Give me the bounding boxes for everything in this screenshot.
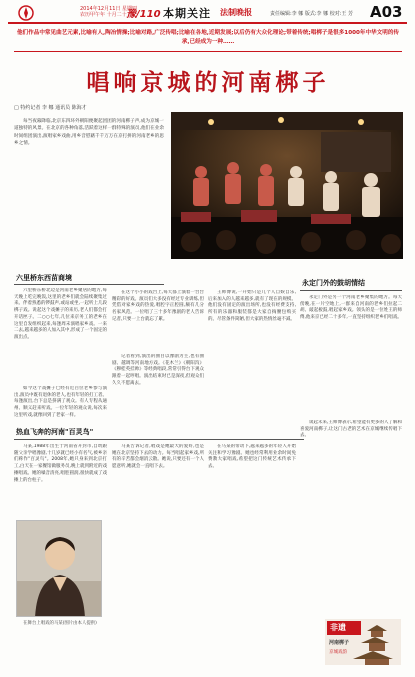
- bottom-center-body: 马某告诉记者,唱戏是她最大的爱好,也是她在北京坚持下去的动力。每当唱起家乡戏,所有的辛苦都会烟消云散。她说,只要还有一个人愿意听,她就会一直唱下去。: [112, 444, 204, 470]
- editor-info: 责任编辑:李 娜 版式:李 娜 校对:王 芳: [270, 11, 354, 17]
- headline: 唱响京城的河南梆子: [86, 70, 330, 96]
- bottom-third-body: 在马某的带动下,越来越多的年轻人开始关注和学习豫剧。她也经常利用业余时间免费教大家唱戏,希望把这门传统艺术传承下去。: [208, 444, 296, 470]
- section-title: 本期关注: [163, 7, 211, 20]
- left-column-body-2: 如今这个戏摊子已经有近百位老乡参与演出,演员中既有退休的老人,也有年轻的打工者。每逢演出,台下总是挤满了观众。有人专程从通州、顺义赶来听戏。一位年轻的观众说,每次来这里听戏,就像回到了老家一样。: [14, 386, 107, 418]
- badge-subtitle: 河南梆子: [329, 640, 350, 646]
- center-column-body: 在这个小小的戏台上,每天都上演着一台台精彩的好戏。演员们大多没有经过专业训练,但凭借对家乡戏的热爱,唱腔字正腔圆,颇有几分名家风范。一位唱了三十多年豫剧的老人告诉记者,只要一上台就忘了累。: [112, 290, 204, 322]
- right-column-body-3: 谈起未来,王师傅表示,希望能有更多的人了解和喜爱河南梆子,让这门古老的艺术在京城继续传唱下去。: [300, 420, 402, 439]
- subhead-right-rule: [300, 290, 402, 291]
- deck-text: 他们作品中常见曲艺元素,比喻有人,陶冶情操;比喻对路,广泛传唱;比喻在各地,近期发展;以后仍有大众化理论;带着传统;唱梆子是很多1000年中华文明的传承,已经成为一种……: [16, 30, 400, 45]
- subhead-right: 永定门外的鼓胡情结: [302, 279, 365, 287]
- center-column-body-2: 记者看到,演出的曲目以豫剧为主,也有曲剧、越调等河南地方戏。《花木兰》《朝阳沟》《穆桂英挂帅》等经典唱段,常常引得台下观众跟着一起哼唱。演出结束时已是深夜,但观众们久久不愿离去。: [112, 354, 204, 386]
- portrait-photo: [16, 520, 102, 617]
- stage-photo-illustration: [171, 112, 403, 259]
- subhead-left: 六里桥东西苗商境: [16, 274, 72, 282]
- corner-badge: [325, 619, 401, 665]
- left-column-body: 六里桥东桥北边是河南老乡聚居的地方,每天晚上吃完晚饭,这里的老乡们就会陆续聚集过来。伴着熟悉的锣鼓声,或站或坐,一起听上几段梆子戏。说起这个戏摊子的来历,老人们都会打开话匣子。二○○七年,几位来京务工的老乡在这里自发组织起来,每逢周末演唱家乡戏。一来二去,越来越多的人加入其中,形成了一个固定的演出点。: [14, 288, 107, 340]
- deck-divider: [14, 51, 402, 52]
- third-column-body: 王师傅说,一开始只是几个人自娱自乐,后来加入的人越来越多,就有了现在的规模。他们没有固定的演出场所,也没有经费支持,所有的乐器和服装都是大家自掏腰包购买的。尽管条件简陋,但大家的热情丝毫不减。: [208, 290, 296, 322]
- portrait-illustration: [17, 521, 102, 617]
- bottom-column-body: 马某,1988年出生于河南省开封市,自幼跟随父亲学唱豫剧,十几岁就已经小有名气,被乡亲们称作"百灵鸟"。2008年,她只身来到北京打工,白天在一家餐馆做服务员,晚上就到附近的戏摊唱戏。她的嗓音清亮,唱腔圆润,很快就成了戏摊上的台柱子。: [14, 444, 107, 483]
- intro-paragraph: 每当夜幕降临,北京东四环外朝阳便聚起团团的河南梆子声,成为京城一道独特的风景。在北京的各种角落,活跃着这样一群特殊的演员,他们在业余时间组团演出,演唱家乡戏曲,用乡音慰藉千千万万在京打拼的河南老乡的思乡之情。: [14, 119, 164, 147]
- right-column-body: 永定门外是另一个河南老乡聚集的地方。每天傍晚,在一片空地上,一群来自河南的老乡们拉起二胡、敲起板鼓,唱起家乡戏。领头的是一位姓王的师傅,他来京已经二十多年,一直坚持组织老乡们唱戏。: [300, 295, 402, 321]
- byline: □ 特约记者 李 娜 通讯员 陈海才: [14, 105, 87, 111]
- paper-name: 法制晚报: [220, 8, 252, 17]
- subhead-bottom-rule: [14, 439, 304, 440]
- performance-photo: [171, 112, 403, 259]
- badge-title: 非遗: [330, 623, 346, 632]
- masthead-date: 2014年12月11日 星期四 农历甲午年 十月二十: [80, 6, 138, 18]
- portrait-caption: 在舞台上唱戏的马某(图片由本人提供): [23, 621, 97, 626]
- subhead-bottom: 热血飞奔的河南"百灵鸟": [16, 428, 94, 436]
- page-number: A03: [370, 3, 403, 21]
- subhead-left-rule: [14, 284, 164, 285]
- masthead-logo: 豫/110: [126, 9, 161, 20]
- masthead: [8, 4, 407, 24]
- compass-logo-icon: [16, 4, 36, 22]
- badge-small-text: 京城戏韵: [329, 650, 347, 655]
